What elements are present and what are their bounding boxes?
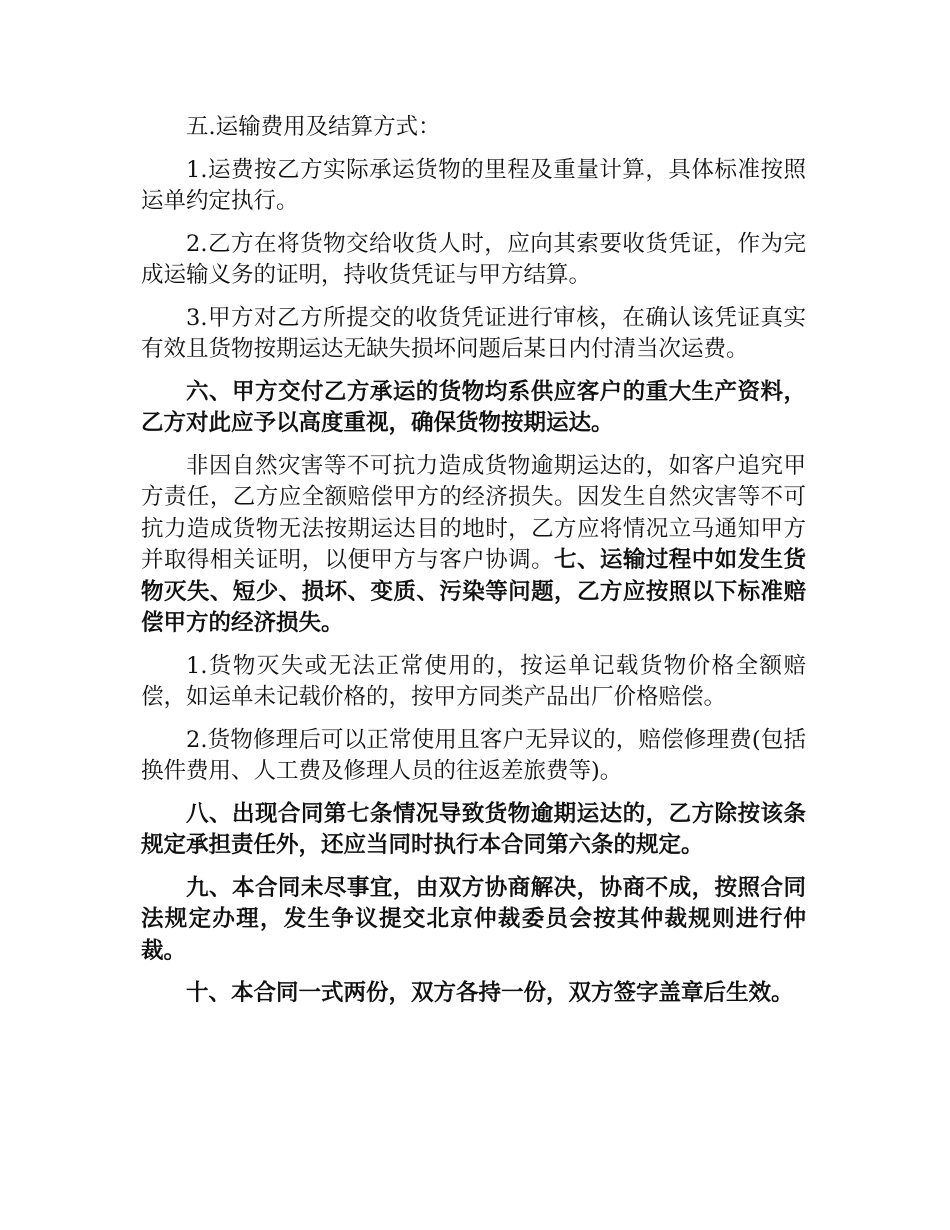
- section-10: 十、本合同一式两份，双方各持一份，双方签字盖章后生效。: [186, 980, 794, 1006]
- section-5-item-1: 1.运费按乙方实际承运货物的里程及重量计算，具体标准按照运单约定执行。: [141, 156, 806, 214]
- section-7-heading: 七、运输过程中如发生货物灭失、短少、损坏、变质、污染等问题，乙方应按照以下标准赔偿甲方的经济损失。: [141, 547, 806, 636]
- section-6-body: 非因自然灾害等不可抗力造成货物逾期运达的，如客户追究甲方责任，乙方应全额赔偿甲方的经济损失。因发生自然灾害等不可抗力造成货物无法按期运达目的地时，乙方应将情况立马通知甲方并取得相关证明，以便甲方与客户协调。: [141, 452, 806, 573]
- section-8: 八、出现合同第七条情况导致货物逾期运达的，乙方除按该条规定承担责任外，还应当同时执行本合同第六条的规定。: [141, 800, 806, 858]
- section-5-item-3: 3.甲方对乙方所提交的收货凭证进行审核，在确认该凭证真实有效且货物按期运达无缺失损坏问题后某日内付清当次运费。: [141, 304, 806, 362]
- section-6-body-with-section-7: [141, 451, 806, 640]
- section-5-item-2: 2.乙方在将货物交给收货人时，应向其索要收货凭证，作为完成运输义务的证明，持收货凭证与甲方结算。: [141, 230, 806, 288]
- section-6-heading: 六、甲方交付乙方承运的货物均系供应客户的重大生产资料，乙方对此应予以高度重视，确保货物按期运达。: [141, 378, 806, 436]
- section-7-item-2: 2.货物修理后可以正常使用且客户无异议的，赔偿修理费(包括换件费用、人工费及修理人员的往返差旅费等)。: [141, 726, 806, 784]
- section-7-item-1: 1.货物灭失或无法正常使用的，按运单记载货物价格全额赔偿，如运单未记载价格的，按甲方同类产品出厂价格赔偿。: [141, 652, 806, 710]
- section-9: 九、本合同未尽事宜，由双方协商解决，协商不成，按照合同法规定办理，发生争议提交北京仲裁委员会按其仲裁规则进行仲裁。: [141, 874, 806, 964]
- section-5-heading: 五.运输费用及结算方式：: [186, 114, 441, 140]
- document-page: [141, 112, 806, 1021]
